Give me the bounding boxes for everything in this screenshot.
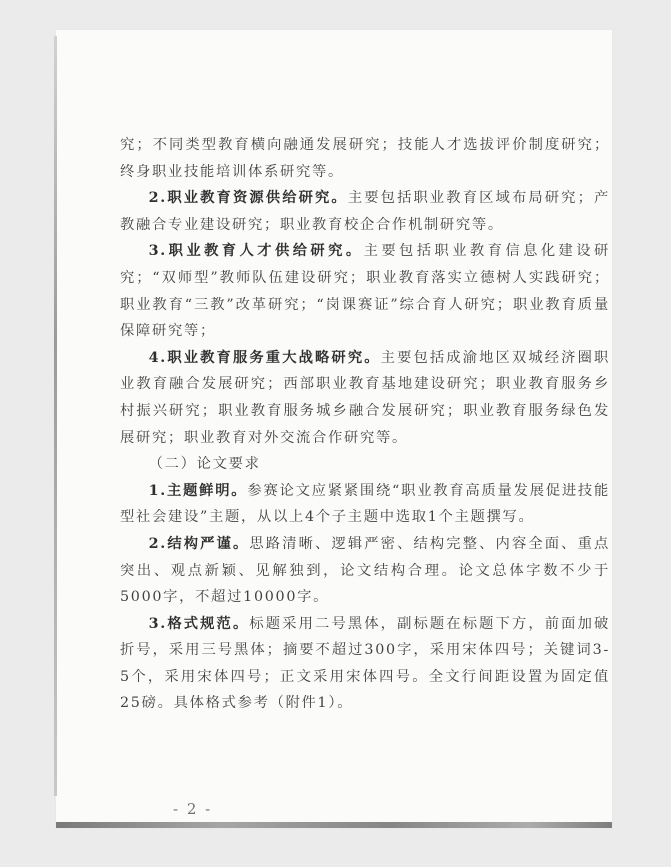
paragraph-heading: 2.结构严谨。: [148, 535, 250, 552]
paragraph-clear-theme: [120, 478, 610, 531]
paragraph-strategy-service: [120, 345, 610, 451]
section-heading-paper-requirements: [120, 451, 610, 478]
paragraph-heading: 3.职业教育人才供给研究。: [148, 243, 364, 260]
paragraph-text: 主要包括职业教育区域布局研究；产教融合专业建设研究；职业教育校企合作机制研究等。: [120, 190, 610, 233]
paragraph-text: 思路清晰、逻辑严密、结构完整、内容全面、重点突出、观点新颖、见解独到，论文结构合理。论文总体字数不少于5000字，不超过10000字。: [120, 535, 610, 606]
paragraph-rigorous-structure: [120, 531, 610, 611]
paragraph-text: 主要包括成渝地区双城经济圈职业教育融合发展研究；西部职业教育基地建设研究；职业教育服务乡村振兴研究；职业教育服务城乡融合发展研究；职业教育服务绿色发展研究；职业教育对外交流合作研究等。: [120, 349, 610, 446]
paragraph-text: 标题采用二号黑体，副标题在标题下方，前面加破折号，采用三号黑体；摘要不超过300字，采用宋体四号；关键词3-5个，采用宋体四号；正文采用宋体四号。全文行间距设置为固定值25磅。具体格式参考（附件1）。: [120, 615, 610, 712]
document-page: [56, 30, 612, 828]
paragraph-heading: 4.职业教育服务重大战略研究。: [148, 349, 381, 366]
paragraph-heading: 1.主题鲜明。: [148, 482, 248, 499]
paragraph-text: 究；不同类型教育横向融通发展研究；技能人才选拔评价制度研究；终身职业技能培训体系研究等。: [120, 137, 610, 180]
scan-edge-shadow: [56, 822, 612, 828]
paragraph-text: 参赛论文应紧紧围绕“职业教育高质量发展促进技能型社会建设”主题，从以上4个子主题中选取1个主题撰写。: [120, 482, 610, 526]
paragraph-text: 主要包括职业教育信息化建设研究；“双师型”教师队伍建设研究；职业教育落实立德树人实践研究；职业教育“三教”改革研究；“岗课赛证”综合育人研究；职业教育质量保障研究等；: [120, 243, 610, 340]
paragraph-heading: 3.格式规范。: [148, 615, 250, 632]
paragraph-resource-supply: [120, 185, 610, 238]
paragraph-format-standard: [120, 611, 610, 717]
paragraph-continuation: [120, 132, 610, 185]
section-heading-text: （二）论文要求: [148, 456, 261, 473]
document-body: [120, 132, 610, 717]
paragraph-talent-supply: [120, 238, 610, 344]
paragraph-heading: 2.职业教育资源供给研究。: [148, 190, 348, 207]
page-number: - 2 -: [173, 800, 213, 818]
